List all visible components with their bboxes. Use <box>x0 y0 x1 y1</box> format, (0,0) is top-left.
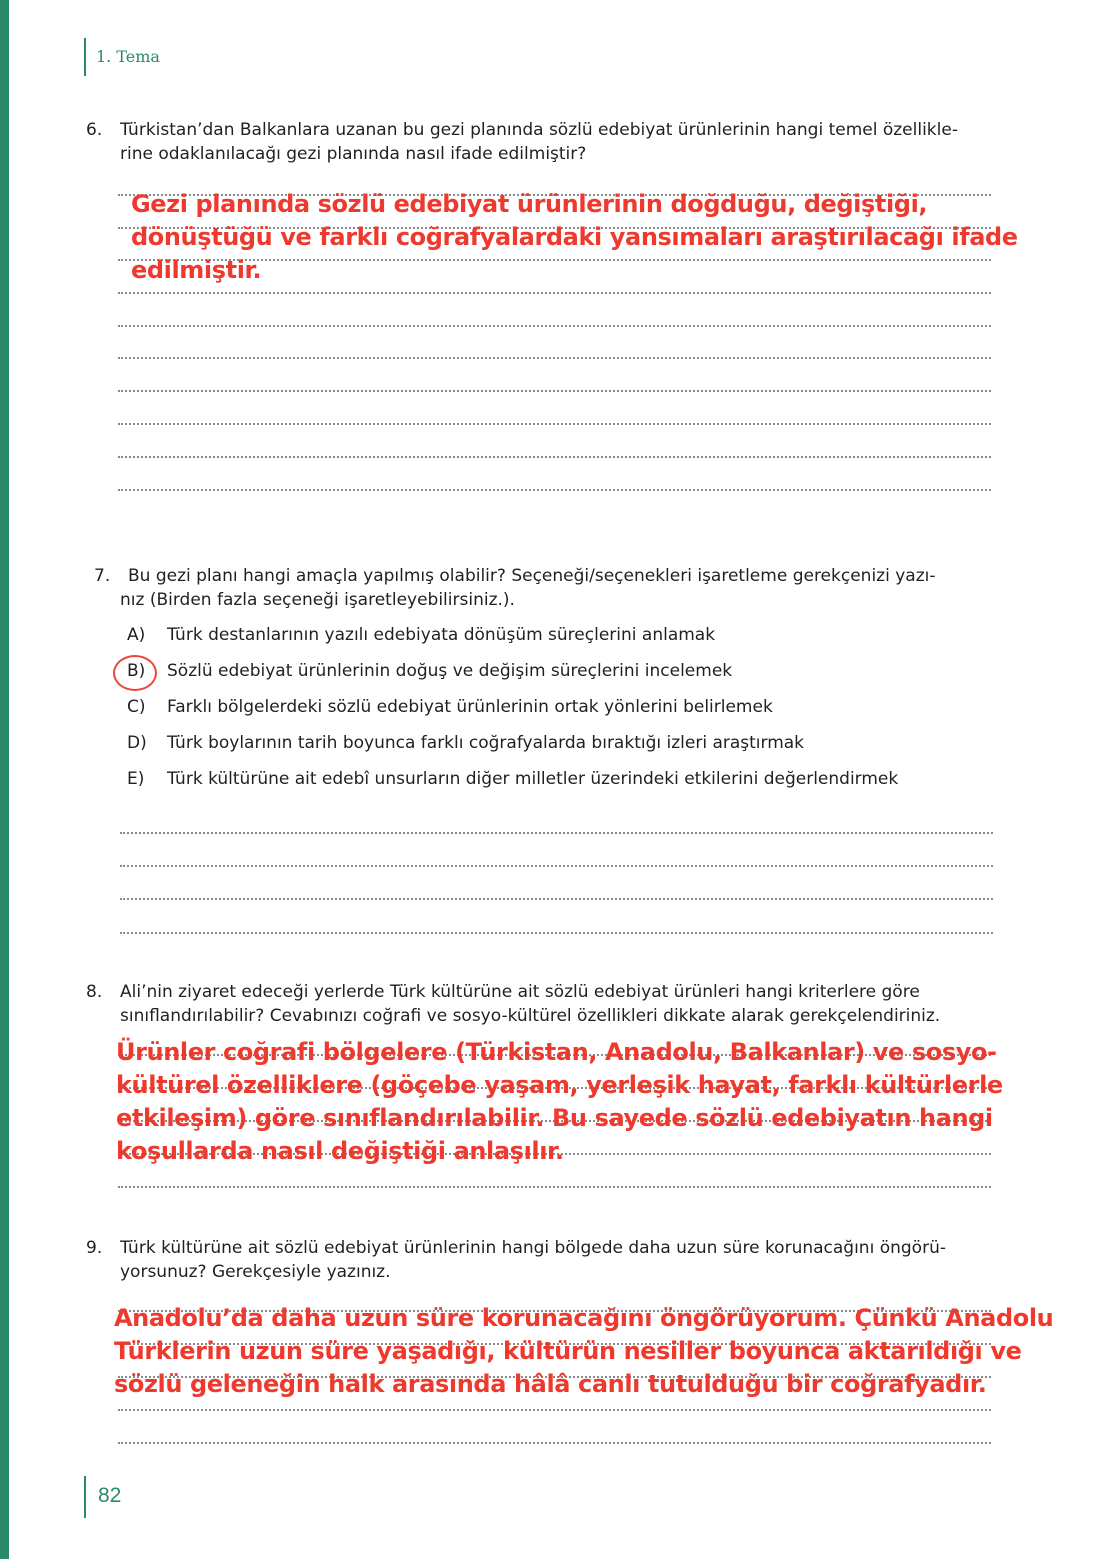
question-9 <box>86 1236 1006 1286</box>
option-text: Türk kültürüne ait edebî unsurların diğer milletler üzerindeki etkilerini değerlendirmek <box>167 769 899 789</box>
answer-line <box>118 489 991 491</box>
selected-option-circle <box>113 655 157 691</box>
answer-line-text: Ürünler coğrafi bölgelere (Türkistan, Anadolu, Balkanlar) ve sosyo- <box>116 1038 997 1066</box>
question-text-line: sınıflandırılabilir? Cevabınızı coğrafi ve sosyo-kültürel özellikleri dikkate alarak gerekçelendiriniz. <box>120 1006 941 1026</box>
answer-line <box>120 865 993 867</box>
page-edge-bar <box>0 0 9 1559</box>
option-text: Türk destanlarının yazılı edebiyata dönüşüm süreçlerini anlamak <box>167 625 716 645</box>
question-7 <box>94 564 1014 614</box>
answer-line-text: Türklerin uzun süre yaşadığı, kültürün nesiller boyunca aktarıldığı ve <box>114 1337 1022 1365</box>
answer-line <box>118 357 991 359</box>
question-text-line: Ali’nin ziyaret edeceği yerlerde Türk kültürüne ait sözlü edebiyat ürünleri hangi kriterlere göre <box>120 982 920 1002</box>
theme-label: 1. Tema <box>96 47 160 66</box>
answer-line <box>118 390 991 392</box>
question-8 <box>86 980 1006 1030</box>
answer-line <box>120 898 993 900</box>
answer-line-text: Anadolu’da daha uzun süre korunacağını öngörüyorum. Çünkü Anadolu <box>114 1304 1054 1332</box>
answer-line <box>118 1186 991 1188</box>
question-text-line: nız (Birden fazla seçeneği işaretleyebilirsiniz.). <box>120 590 515 610</box>
answer-line <box>118 1409 991 1411</box>
answer-line <box>118 1442 991 1444</box>
handwritten-answer-8 <box>116 1036 1003 1168</box>
question-number: 6. <box>86 120 103 140</box>
option-letter: E) <box>127 769 145 789</box>
answer-line-text: etkileşim) göre sınıflandırılabilir. Bu sayede sözlü edebiyatın hangi <box>116 1104 993 1132</box>
answer-line-text: edilmiştir. <box>131 256 262 284</box>
answer-line-text: kültürel özelliklere (göçebe yaşam, yerleşik hayat, farklı kültürlerle <box>116 1071 1003 1099</box>
question-text-line: Türk kültürüne ait sözlü edebiyat ürünlerinin hangi bölgede daha uzun süre korunacağını öngörü- <box>120 1238 946 1258</box>
question-number: 7. <box>94 566 111 586</box>
question-6 <box>86 118 1006 168</box>
answer-line-text: dönüştüğü ve farklı coğrafyalardaki yansımaları araştırılacağı ifade <box>131 223 1018 251</box>
option-letter: C) <box>127 697 146 717</box>
option-text: Sözlü edebiyat ürünlerinin doğuş ve değişim süreçlerini incelemek <box>167 661 733 681</box>
footer-divider <box>84 1476 86 1518</box>
answer-line <box>118 292 991 294</box>
option-text: Türk boylarının tarih boyunca farklı coğrafyalarda bıraktığı izleri araştırmak <box>167 733 805 753</box>
question-number: 9. <box>86 1238 103 1258</box>
answer-line <box>118 423 991 425</box>
answer-line-text: sözlü geleneğin halk arasında hâlâ canlı tutulduğu bir coğrafyadır. <box>114 1370 987 1398</box>
answer-line <box>118 456 991 458</box>
page-number: 82 <box>98 1484 122 1507</box>
handwritten-answer-6 <box>131 188 1018 287</box>
answer-line-text: koşullarda nasıl değiştiği anlaşılır. <box>116 1137 564 1165</box>
option-letter: D) <box>127 733 147 753</box>
answer-line <box>118 325 991 327</box>
option-letter: A) <box>127 625 146 645</box>
question-text-line: rine odaklanılacağı gezi planında nasıl ifade edilmiştir? <box>120 144 587 164</box>
answer-line-text: Gezi planında sözlü edebiyat ürünlerinin doğduğu, değiştiği, <box>131 190 928 218</box>
handwritten-answer-9 <box>114 1302 1053 1401</box>
question-text-line: Türkistan’dan Balkanlara uzanan bu gezi planında sözlü edebiyat ürünlerinin hangi temel özellikle- <box>120 120 958 140</box>
question-text-line: yorsunuz? Gerekçesiyle yazınız. <box>120 1262 391 1282</box>
question-text-line: Bu gezi planı hangi amaçla yapılmış olabilir? Seçeneği/seçenekleri işaretleme gerekçenizi yazı- <box>128 566 936 586</box>
option-letter: B) <box>127 661 146 681</box>
answer-line <box>120 932 993 934</box>
option-text: Farklı bölgelerdeki sözlü edebiyat ürünlerinin ortak yönlerini belirlemek <box>167 697 773 717</box>
question-number: 8. <box>86 982 103 1002</box>
header-divider <box>84 38 86 76</box>
answer-line <box>120 832 993 834</box>
